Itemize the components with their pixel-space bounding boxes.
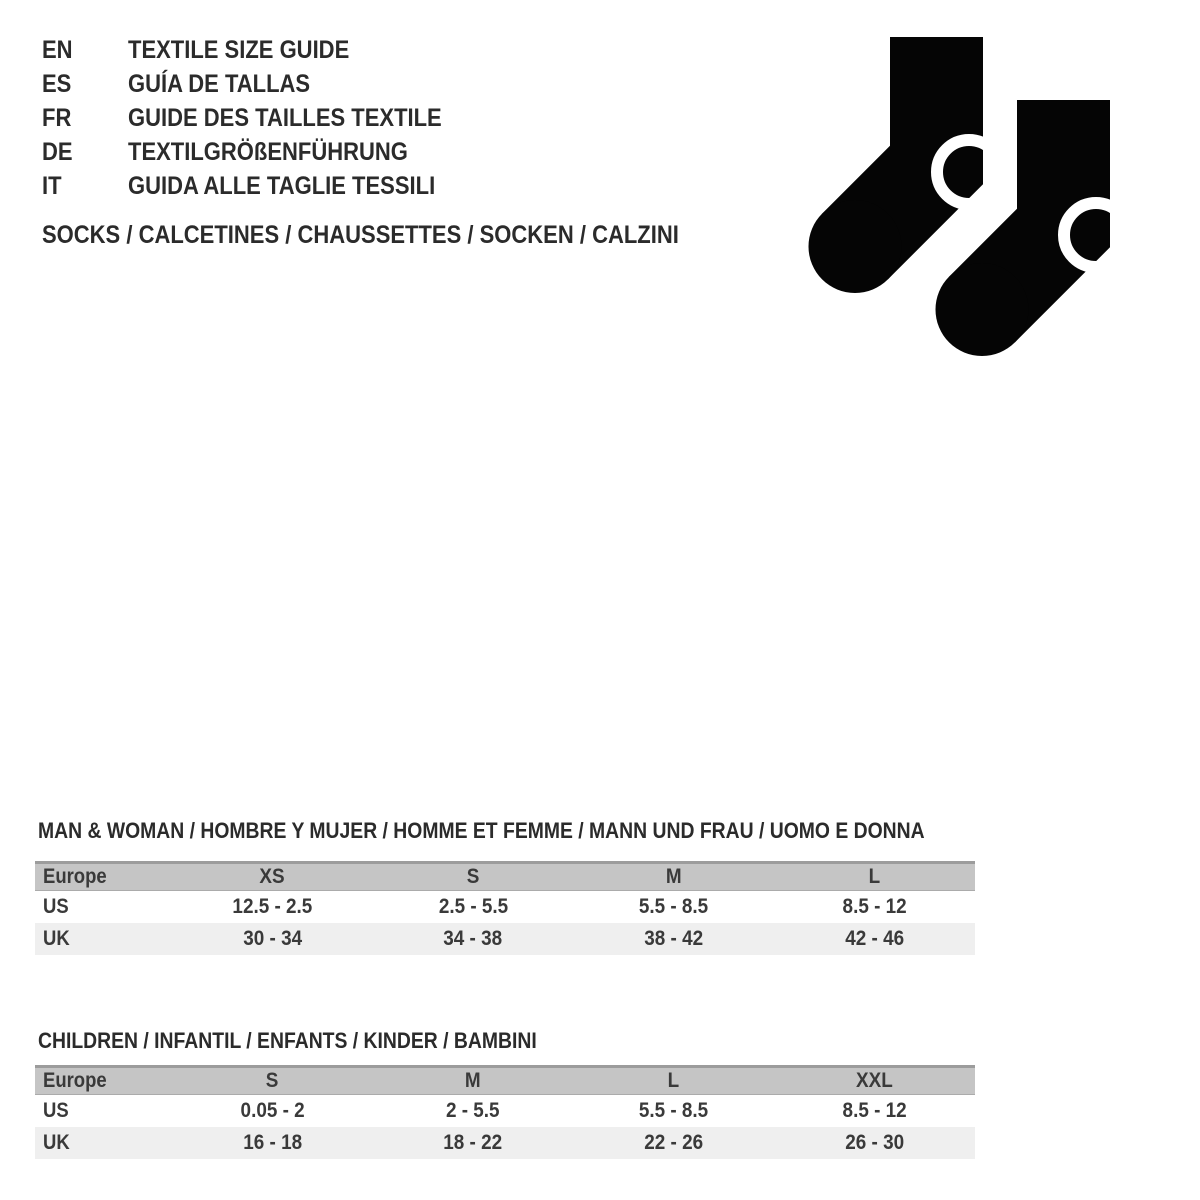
- lang-code: IT: [42, 171, 62, 200]
- size-value: 5.5 - 8.5: [639, 895, 709, 918]
- table-row-uk: [35, 1127, 975, 1159]
- row-label: UK: [43, 927, 70, 950]
- size-value: 2.5 - 5.5: [438, 895, 508, 918]
- lang-title: TEXTILGRÖßENFÜHRUNG: [128, 137, 408, 166]
- lang-row-fr: [42, 101, 485, 135]
- size-value: 8.5 - 12: [842, 1099, 907, 1122]
- header-cell-size: XXL: [856, 1069, 894, 1092]
- table-header-row: [35, 1065, 975, 1095]
- size-value: 2 - 5.5: [446, 1099, 500, 1122]
- table-row-uk: [35, 923, 975, 955]
- header-cell-size: L: [868, 865, 881, 888]
- lang-row-es: [42, 67, 485, 101]
- size-value: 16 - 18: [242, 1131, 302, 1154]
- size-value: 18 - 22: [443, 1131, 503, 1154]
- size-value: 34 - 38: [443, 927, 503, 950]
- header-cell-size: M: [465, 1069, 481, 1092]
- lang-code: ES: [42, 69, 72, 98]
- lang-code: DE: [42, 137, 73, 166]
- section-title-children: CHILDREN / INFANTIL / ENFANTS / KINDER / BAMBINI: [38, 1028, 537, 1053]
- lang-row-en: [42, 33, 485, 67]
- size-value: 22 - 26: [644, 1131, 704, 1154]
- size-value: 30 - 34: [242, 927, 302, 950]
- header-cell-size: L: [668, 1069, 680, 1092]
- size-table-children: [35, 1065, 975, 1159]
- row-label: US: [43, 1099, 69, 1122]
- size-value: 12.5 - 2.5: [232, 895, 313, 918]
- size-value: 26 - 30: [845, 1131, 905, 1154]
- section-title-man-woman: MAN & WOMAN / HOMBRE Y MUJER / HOMME ET FEMME / MANN UND FRAU / UOMO E DONNA: [38, 818, 925, 843]
- product-type-subtitle: SOCKS / CALCETINES / CHAUSSETTES / SOCKEN / CALZINI: [42, 221, 679, 249]
- size-value: 0.05 - 2: [240, 1099, 305, 1122]
- size-value: 42 - 46: [845, 927, 905, 950]
- lang-row-it: [42, 169, 485, 203]
- size-value: 8.5 - 12: [842, 895, 907, 918]
- table-row-us: [35, 1095, 975, 1127]
- lang-title: TEXTILE SIZE GUIDE: [128, 35, 350, 64]
- table-row-us: [35, 891, 975, 923]
- socks-icon: [798, 25, 1148, 365]
- header-cell-size: M: [666, 865, 682, 888]
- table-header-row: [35, 861, 975, 891]
- lang-row-de: [42, 135, 485, 169]
- size-table-man-woman: [35, 861, 975, 955]
- header-cell-region: Europe: [43, 865, 107, 888]
- row-label: UK: [43, 1131, 70, 1154]
- lang-title: GUIDA ALLE TAGLIE TESSILI: [128, 171, 436, 200]
- header-cell-size: S: [466, 865, 480, 888]
- header-cell-region: Europe: [43, 1069, 107, 1092]
- lang-title: GUIDE DES TAILLES TEXTILE: [128, 103, 442, 132]
- lang-code: EN: [42, 35, 73, 64]
- size-value: 5.5 - 8.5: [639, 1099, 709, 1122]
- header-cell-size: S: [266, 1069, 279, 1092]
- language-title-list: [42, 33, 485, 203]
- size-value: 38 - 42: [644, 927, 704, 950]
- row-label: US: [43, 895, 69, 918]
- lang-title: GUÍA DE TALLAS: [128, 69, 311, 98]
- lang-code: FR: [42, 103, 72, 132]
- header-cell-size: XS: [259, 865, 285, 888]
